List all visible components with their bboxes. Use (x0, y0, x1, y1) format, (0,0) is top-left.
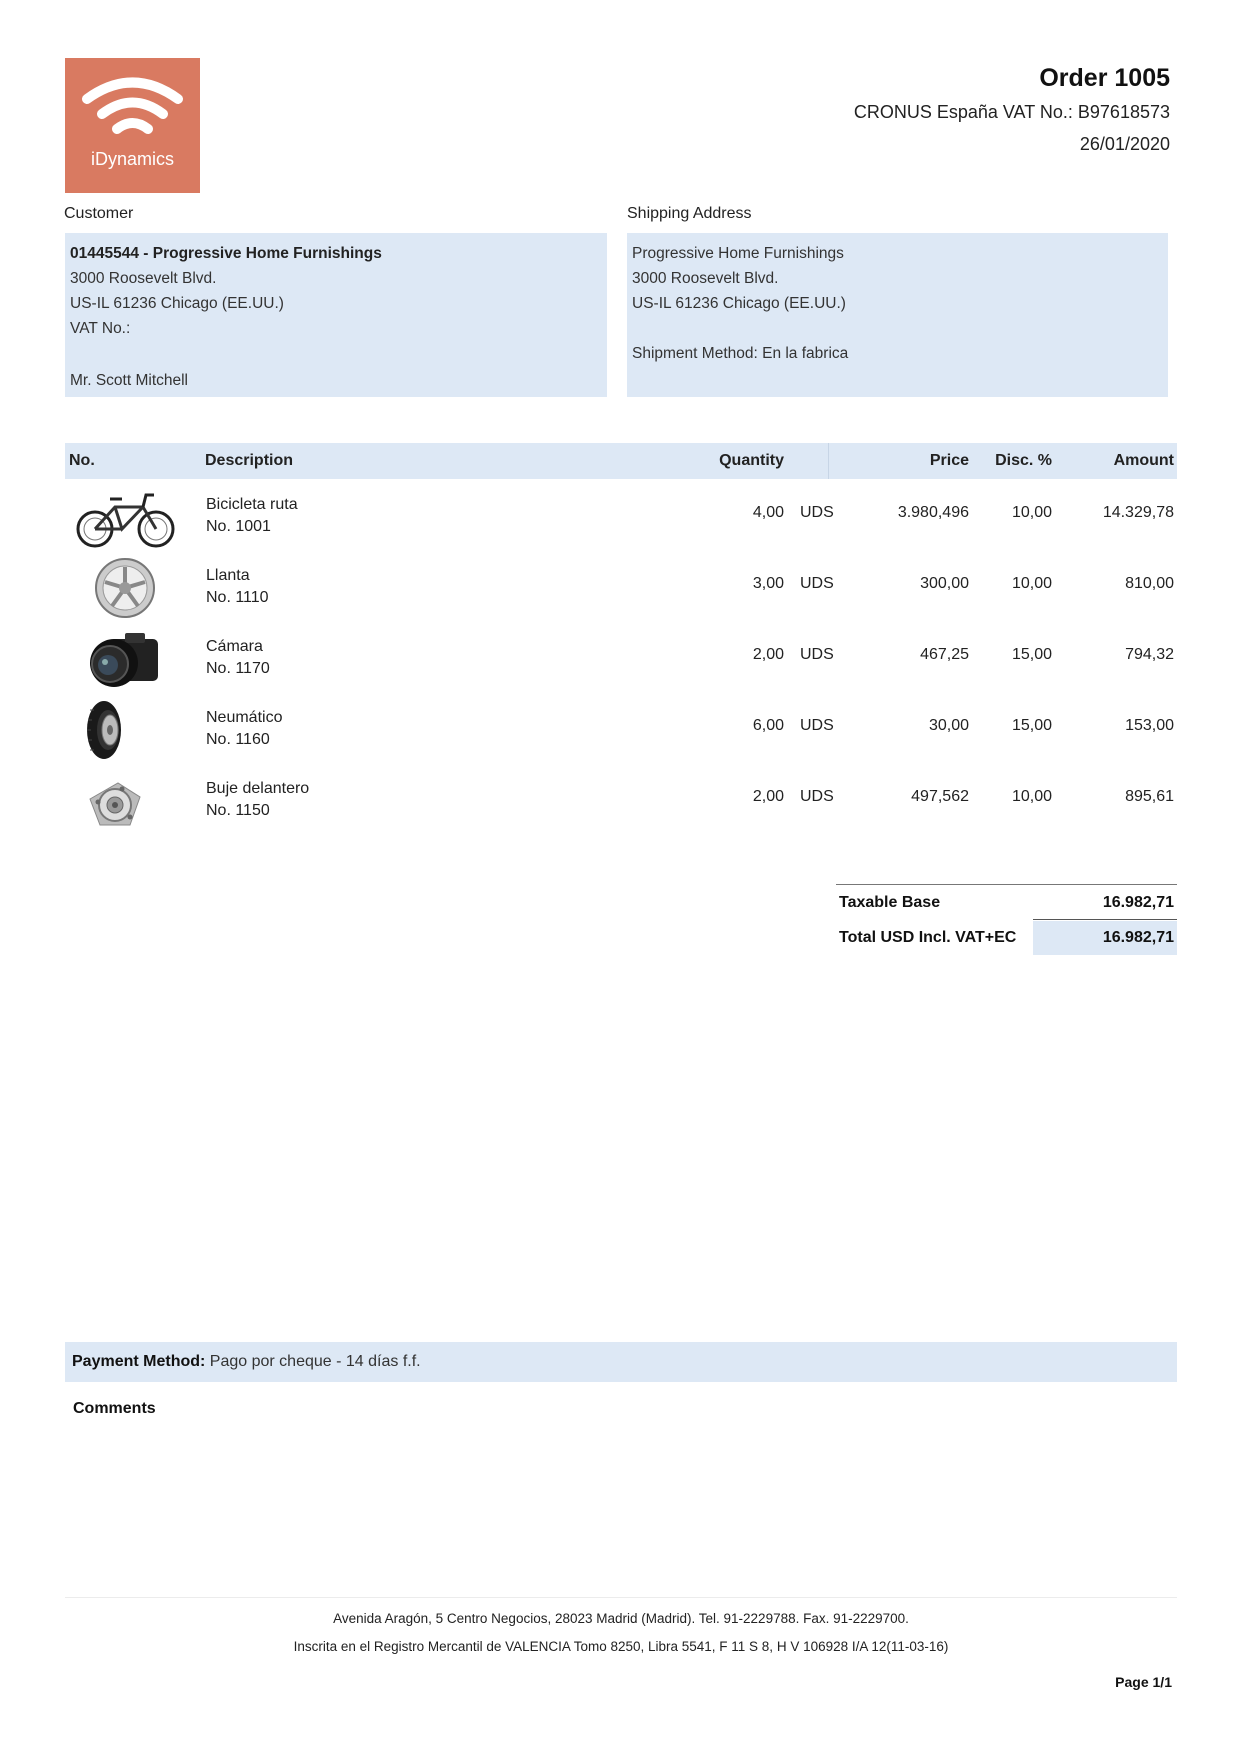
total-value: 16.982,71 (1102, 929, 1174, 946)
footer-address: Avenida Aragón, 5 Centro Negocios, 28023 Madrid (Madrid). Tel. 91-2229788. Fax. 91-2229700. (333, 1611, 909, 1626)
item-price: 300,00 (920, 575, 969, 592)
item-quantity: 2,00 (752, 646, 784, 663)
item-price: 30,00 (928, 717, 969, 734)
payment-label: Payment Method: (72, 1353, 206, 1370)
customer-address1: 3000 Roosevelt Blvd. (70, 270, 217, 287)
item-amount: 14.329,78 (1102, 504, 1174, 521)
item-unit: UDS (800, 575, 834, 592)
order-date: 26/01/2020 (1079, 134, 1170, 154)
shipment-method: Shipment Method: En la fabrica (632, 345, 849, 362)
item-disc: 10,00 (1011, 575, 1052, 592)
customer-address2: US-IL 61236 Chicago (EE.UU.) (70, 295, 284, 312)
wheel-hub-icon (70, 769, 180, 833)
shipping-name: Progressive Home Furnishings (632, 245, 844, 262)
item-amount: 794,32 (1125, 646, 1174, 663)
total-label: Total USD Incl. VAT+EC (839, 929, 1017, 946)
bicycle-icon (70, 485, 180, 549)
header-price: Price (929, 452, 969, 469)
header-description: Description (205, 452, 294, 469)
shipping-box (627, 233, 1168, 397)
item-unit: UDS (800, 717, 834, 734)
item-quantity: 4,00 (752, 504, 784, 521)
table-row (65, 695, 1177, 766)
page-number: Page 1/1 (1115, 1674, 1172, 1690)
item-disc: 15,00 (1011, 717, 1052, 734)
item-disc: 10,00 (1011, 504, 1052, 521)
item-disc: 15,00 (1011, 646, 1052, 663)
item-amount: 810,00 (1125, 575, 1174, 592)
footer-registry: Inscrita en el Registro Mercantil de VALENCIA Tomo 8250, Libra 5541, F 11 S 8, H V 106928 I/A 12(11-03-16) (293, 1639, 949, 1654)
logo-text: iDynamics (90, 149, 174, 169)
item-name: Cámara (206, 638, 263, 655)
item-no: No. 1110 (206, 589, 269, 606)
item-price: 467,25 (920, 646, 969, 663)
customer-label: Customer (64, 205, 134, 222)
table-row (65, 766, 1177, 837)
payment-method-bar (65, 1342, 1177, 1382)
header-quantity: Quantity (719, 452, 784, 469)
item-name: Bicicleta ruta (206, 496, 298, 513)
wifi-logo-icon (65, 58, 200, 158)
payment-method (72, 1353, 421, 1371)
header-divider (828, 443, 829, 479)
taxable-underline (1033, 919, 1177, 920)
table-row (65, 482, 1177, 553)
item-no: No. 1001 (206, 518, 271, 535)
item-disc: 10,00 (1011, 788, 1052, 805)
item-unit: UDS (800, 788, 834, 805)
item-unit: UDS (800, 504, 834, 521)
customer-box (65, 233, 607, 397)
item-amount: 153,00 (1125, 717, 1174, 734)
item-price: 497,562 (911, 788, 969, 805)
taxable-base-row (836, 886, 1177, 920)
item-price: 3.980,496 (897, 504, 969, 521)
customer-name: 01445544 - Progressive Home Furnishings (70, 245, 382, 262)
shipping-label: Shipping Address (627, 205, 752, 222)
totals-rule (836, 884, 1177, 885)
company-vat: CRONUS España VAT No.: B97618573 (853, 102, 1170, 122)
customer-vat: VAT No.: (70, 320, 131, 337)
item-description (206, 778, 309, 822)
table-row (65, 624, 1177, 695)
header-amount: Amount (1113, 452, 1174, 469)
camera-icon (70, 627, 180, 691)
item-description (206, 707, 282, 751)
shipping-address1: 3000 Roosevelt Blvd. (632, 270, 779, 287)
order-title: Order 1005 (1039, 64, 1170, 92)
shipping-address2: US-IL 61236 Chicago (EE.UU.) (632, 295, 846, 312)
tire-icon (70, 698, 180, 762)
taxable-base-label: Taxable Base (839, 894, 941, 911)
header-disc: Disc. % (995, 452, 1052, 469)
table-row (65, 553, 1177, 624)
items-table-header (65, 443, 1177, 479)
item-name: Buje delantero (206, 780, 310, 797)
item-name: Neumático (206, 709, 283, 726)
item-no: No. 1150 (206, 802, 270, 819)
header-no: No. (69, 452, 95, 469)
taxable-base-value: 16.982,71 (1102, 894, 1174, 911)
item-description (206, 494, 298, 538)
footer-divider (65, 1597, 1177, 1598)
item-no: No. 1160 (206, 731, 270, 748)
item-unit: UDS (800, 646, 834, 663)
item-description (206, 636, 270, 680)
item-name: Llanta (206, 567, 250, 584)
payment-value: Pago por cheque - 14 días f.f. (209, 1353, 421, 1370)
item-no: No. 1170 (206, 660, 270, 677)
comments-label: Comments (73, 1400, 156, 1417)
item-description (206, 565, 269, 609)
rim-icon (70, 556, 180, 620)
total-row (836, 921, 1177, 955)
customer-contact: Mr. Scott Mitchell (70, 372, 188, 389)
item-amount: 895,61 (1125, 788, 1174, 805)
item-quantity: 2,00 (752, 788, 784, 805)
item-quantity: 6,00 (752, 717, 784, 734)
company-logo (65, 58, 200, 193)
item-quantity: 3,00 (752, 575, 784, 592)
